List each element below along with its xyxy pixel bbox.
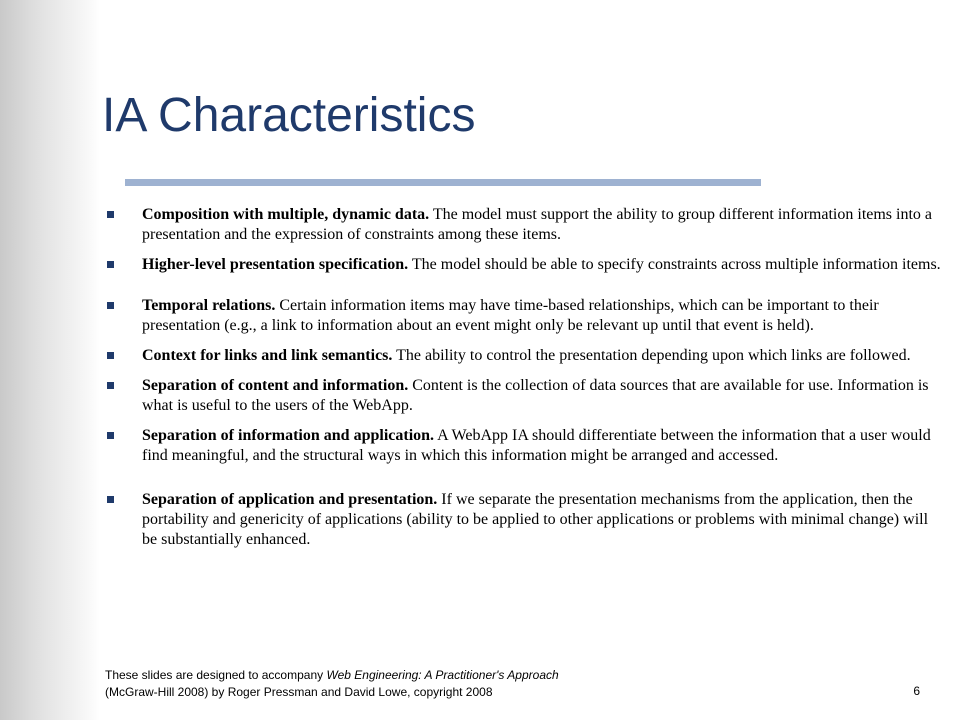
title-underline <box>125 179 761 186</box>
bullet-item <box>100 205 945 245</box>
square-bullet-icon <box>107 261 114 268</box>
square-bullet-icon <box>107 432 114 439</box>
slide-title: IA Characteristics <box>102 89 476 142</box>
footer-prefix: These slides are designed to accompany <box>105 668 327 682</box>
bullet-text: Content is the collection of data sources that are available for use. Information is what is useful to the users of the WebApp. <box>142 377 929 414</box>
bullet-text: If we separate the presentation mechanisms from the application, then the portability and genericity of applications (ability to be applied to other applications or problems with minimal change) will be substantially enhanced. <box>142 491 929 548</box>
bullet-term: Separation of information and application. <box>142 427 435 444</box>
footer-book-title: Web Engineering: A Practitioner's Approach <box>326 668 559 682</box>
square-bullet-icon <box>107 382 114 389</box>
bullet-text: A WebApp IA should differentiate between the information that a user would find meaningful, and the structural ways in which this information might be arranged and accessed. <box>142 427 931 464</box>
bullet-text: Certain information items may have time-based relationships, which can be important to their presentation (e.g., a link to information about an event might only be relevant up until that event is held). <box>142 297 879 334</box>
square-bullet-icon <box>107 352 114 359</box>
bullet-item <box>100 376 945 416</box>
square-bullet-icon <box>107 496 114 503</box>
bullet-item <box>100 490 945 550</box>
square-bullet-icon <box>107 211 114 218</box>
bullet-item <box>100 346 945 366</box>
bullet-term: Separation of content and information. <box>142 377 409 394</box>
bullet-term: Composition with multiple, dynamic data. <box>142 206 430 223</box>
page-number: 6 <box>913 684 920 698</box>
bullet-term: Context for links and link semantics. <box>142 347 393 364</box>
bullet-item <box>100 296 945 336</box>
footer-credit <box>105 667 645 701</box>
bullet-term: Temporal relations. <box>142 297 276 314</box>
bullet-term: Higher-level presentation specification. <box>142 256 409 273</box>
bullet-text: The model must support the ability to group different information items into a presentation and the expression of constraints among these items. <box>142 206 933 243</box>
square-bullet-icon <box>107 302 114 309</box>
footer-publisher-line: (McGraw-Hill 2008) by Roger Pressman and David Lowe, copyright 2008 <box>105 685 493 699</box>
bullet-text: The ability to control the presentation depending upon which links are followed. <box>392 347 911 364</box>
background-stripes <box>0 0 100 720</box>
bullet-term: Separation of application and presentation. <box>142 491 438 508</box>
bullet-item <box>100 255 945 275</box>
bullet-list <box>100 205 945 550</box>
bullet-item <box>100 426 945 466</box>
bullet-text: The model should be able to specify constraints across multiple information items. <box>408 256 941 273</box>
